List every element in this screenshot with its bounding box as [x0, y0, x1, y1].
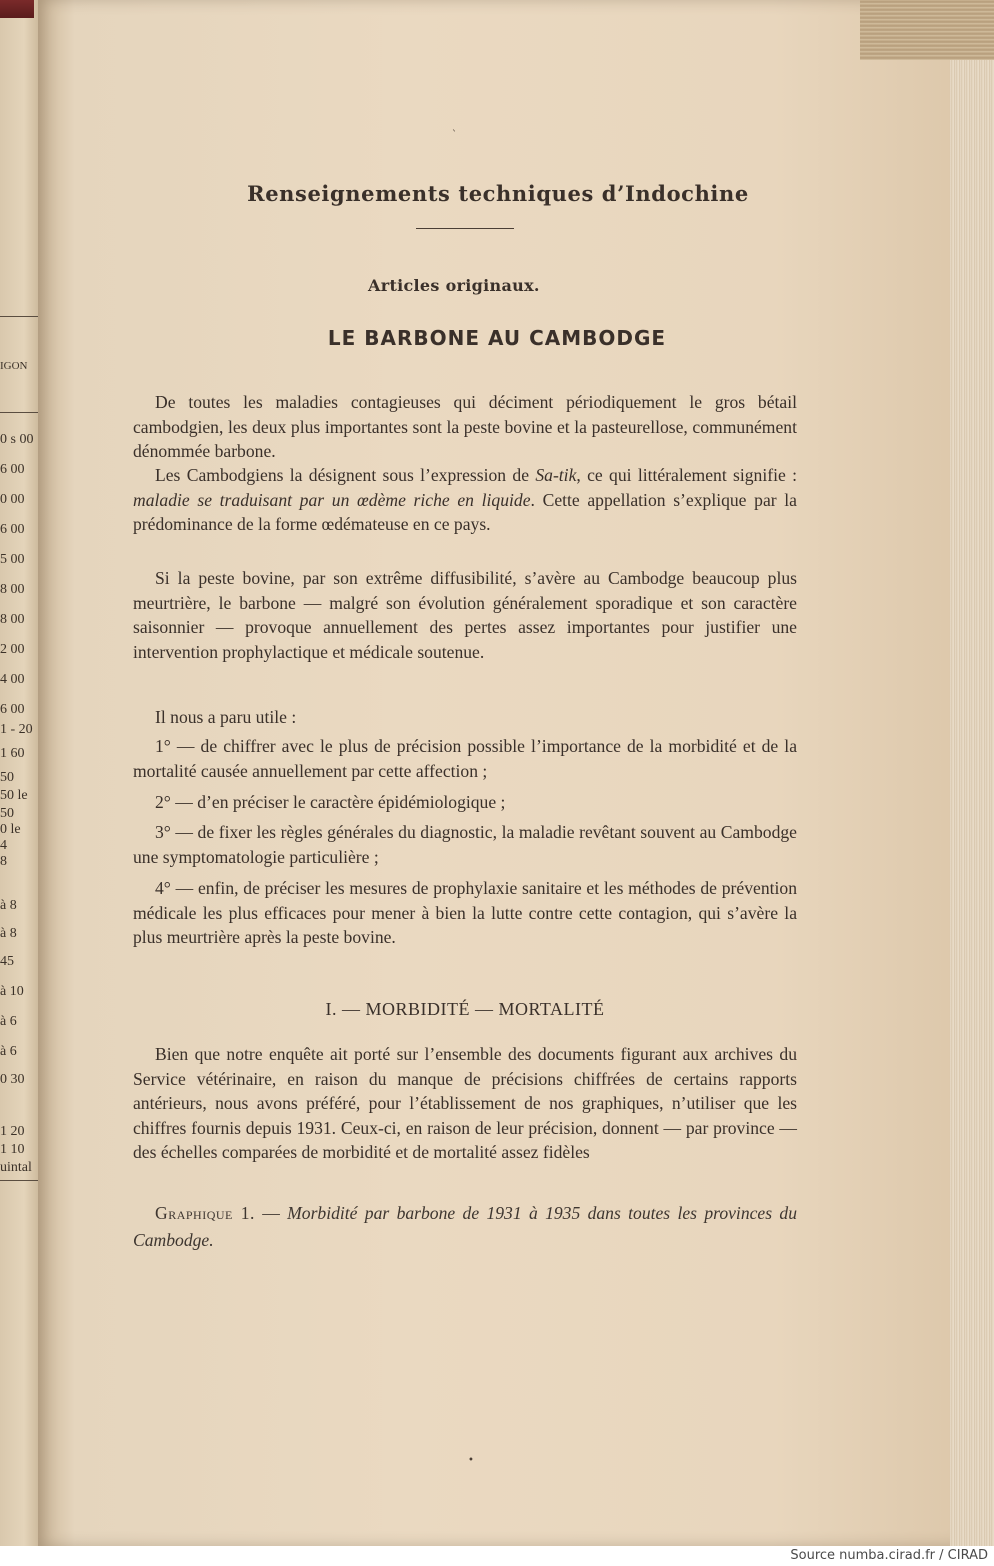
prev-page-fragment: à 8	[0, 926, 17, 941]
ink-speck: ˋ	[452, 130, 457, 141]
page-stack-edge	[950, 60, 994, 1546]
running-header-title: Renseignements techniques d’Indochine	[247, 181, 749, 206]
prev-page-fragment: 8 00	[0, 612, 25, 627]
binding-strip	[0, 0, 34, 18]
list-item-objective-1: 1° — de chiffrer avec le plus de précision possible l’importance de la morbidité et de la mortalité causée annuellement par cette affection ;	[133, 736, 797, 781]
prev-page-fragment: 2 00	[0, 642, 25, 657]
paragraph-peste: Si la peste bovine, par son extrême diffusibilité, s’avère au Cambodge beaucoup plus meurtrière, le barbone — malgré son évolution généralement sporadique et son caractère saisonnier — provoque annuellement des pertes assez importantes pour justifier une intervention prophylactique et médicale soutenue.	[133, 568, 797, 662]
ink-speck: •	[468, 1455, 474, 1466]
prev-page-fragment: 45	[0, 954, 14, 969]
figure-caption: Graphique 1. — Morbidité par barbone de 1931 à 1935 dans toutes les provinces du Cambodge.	[133, 1203, 797, 1250]
prev-page-fragment: 6 00	[0, 462, 25, 477]
prev-page-fragment: à 6	[0, 1014, 17, 1029]
list-item-objective-3: 3° — de fixer les règles générales du diagnostic, la maladie revêtant souvent au Cambodge une symptomatologie particulière ;	[133, 822, 797, 867]
prev-page-fragment: uintal	[0, 1160, 32, 1175]
list-item-objective-2: 2° — d’en préciser le caractère épidémiologique ;	[155, 792, 506, 812]
prev-page-rule	[0, 412, 40, 413]
prev-page-fragment: 8	[0, 854, 7, 869]
prev-page-fragment: IGON	[0, 360, 28, 372]
prev-page-fragment: 1 10	[0, 1142, 25, 1157]
paragraph-objectives-intro: Il nous a paru utile :	[155, 707, 297, 727]
prev-page-fragment: 50	[0, 770, 14, 785]
paragraph-intro: De toutes les maladies contagieuses qui déciment périodiquement le gros bétail cambodgien, les deux plus importantes sont la peste bovine et la pasteurellose, communément dénommée barbone.	[133, 392, 797, 461]
prev-page-fragment: 4 00	[0, 672, 25, 687]
paragraph-satik: Les Cambodgiens la désignent sous l’expression de Sa-tik, ce qui littéralement signifie : maladie se traduisant par un œdème riche en liquide. Cette appellation s’explique par la prédominance de la forme œdémateuse en ce pays.	[133, 465, 797, 534]
prev-page-fragment: 1 60	[0, 746, 25, 761]
prev-page-fragment: 6 00	[0, 702, 25, 717]
caption-label: Graphique 1.	[155, 1203, 255, 1223]
caption-text: Morbidité par barbone de 1931 à 1935 dans toutes les provinces du Cambodge.	[133, 1203, 797, 1250]
prev-page-fragment: 5 00	[0, 552, 25, 567]
section-label: Articles originaux.	[368, 276, 540, 295]
prev-page-rule	[0, 316, 40, 317]
page-stack-top	[860, 0, 994, 60]
prev-page-fragment: 6 00	[0, 522, 25, 537]
paragraph-morbidite: Bien que notre enquête ait porté sur l’ensemble des documents figurant aux archives du Service vétérinaire, en raison du manque de précisions chiffrées de certains rapports antérieurs, nous avons préféré, pour l’établissement de nos graphiques, n’utiliser que les chiffres fournis depuis 1931. Ceux-ci, en raison de leur précision, donnent — par province — des échelles comparées de morbidité et de mortalité assez fidèles	[133, 1044, 797, 1162]
list-item-objective-4: 4° — enfin, de préciser les mesures de prophylaxie sanitaire et les méthodes de prévention médicale les plus efficaces pour mener à bien la lutte contre cette contagion, qui s’avère la plus meurtrière après la peste bovine.	[133, 878, 797, 947]
prev-page-rule	[0, 1180, 40, 1181]
prev-page-fragment: 50 le	[0, 788, 28, 803]
prev-page-fragment: à 10	[0, 984, 24, 999]
prev-page-fragment: 0 le	[0, 822, 21, 837]
section-heading: I. — MORBIDITÉ — MORTALITÉ	[325, 999, 605, 1019]
prev-page-fragment: 8 00	[0, 582, 25, 597]
prev-page-fragment: 0 30	[0, 1072, 25, 1087]
prev-page-fragment: 1 - 20	[0, 722, 33, 737]
article-title: LE BARBONE AU CAMBODGE	[327, 326, 667, 350]
prev-page-fragment: à 6	[0, 1044, 17, 1059]
source-credit: Source numba.cirad.fr / CIRAD	[790, 1548, 988, 1563]
prev-page-fragment: 1 20	[0, 1124, 25, 1139]
prev-page-fragment: 50	[0, 806, 14, 821]
prev-page-fragment: 0 00	[0, 492, 25, 507]
header-divider	[416, 228, 514, 229]
prev-page-fragment: 0 s 00	[0, 432, 34, 447]
prev-page-fragment: 4	[0, 838, 7, 853]
previous-page-edge	[0, 0, 40, 1546]
prev-page-fragment: à 8	[0, 898, 17, 913]
